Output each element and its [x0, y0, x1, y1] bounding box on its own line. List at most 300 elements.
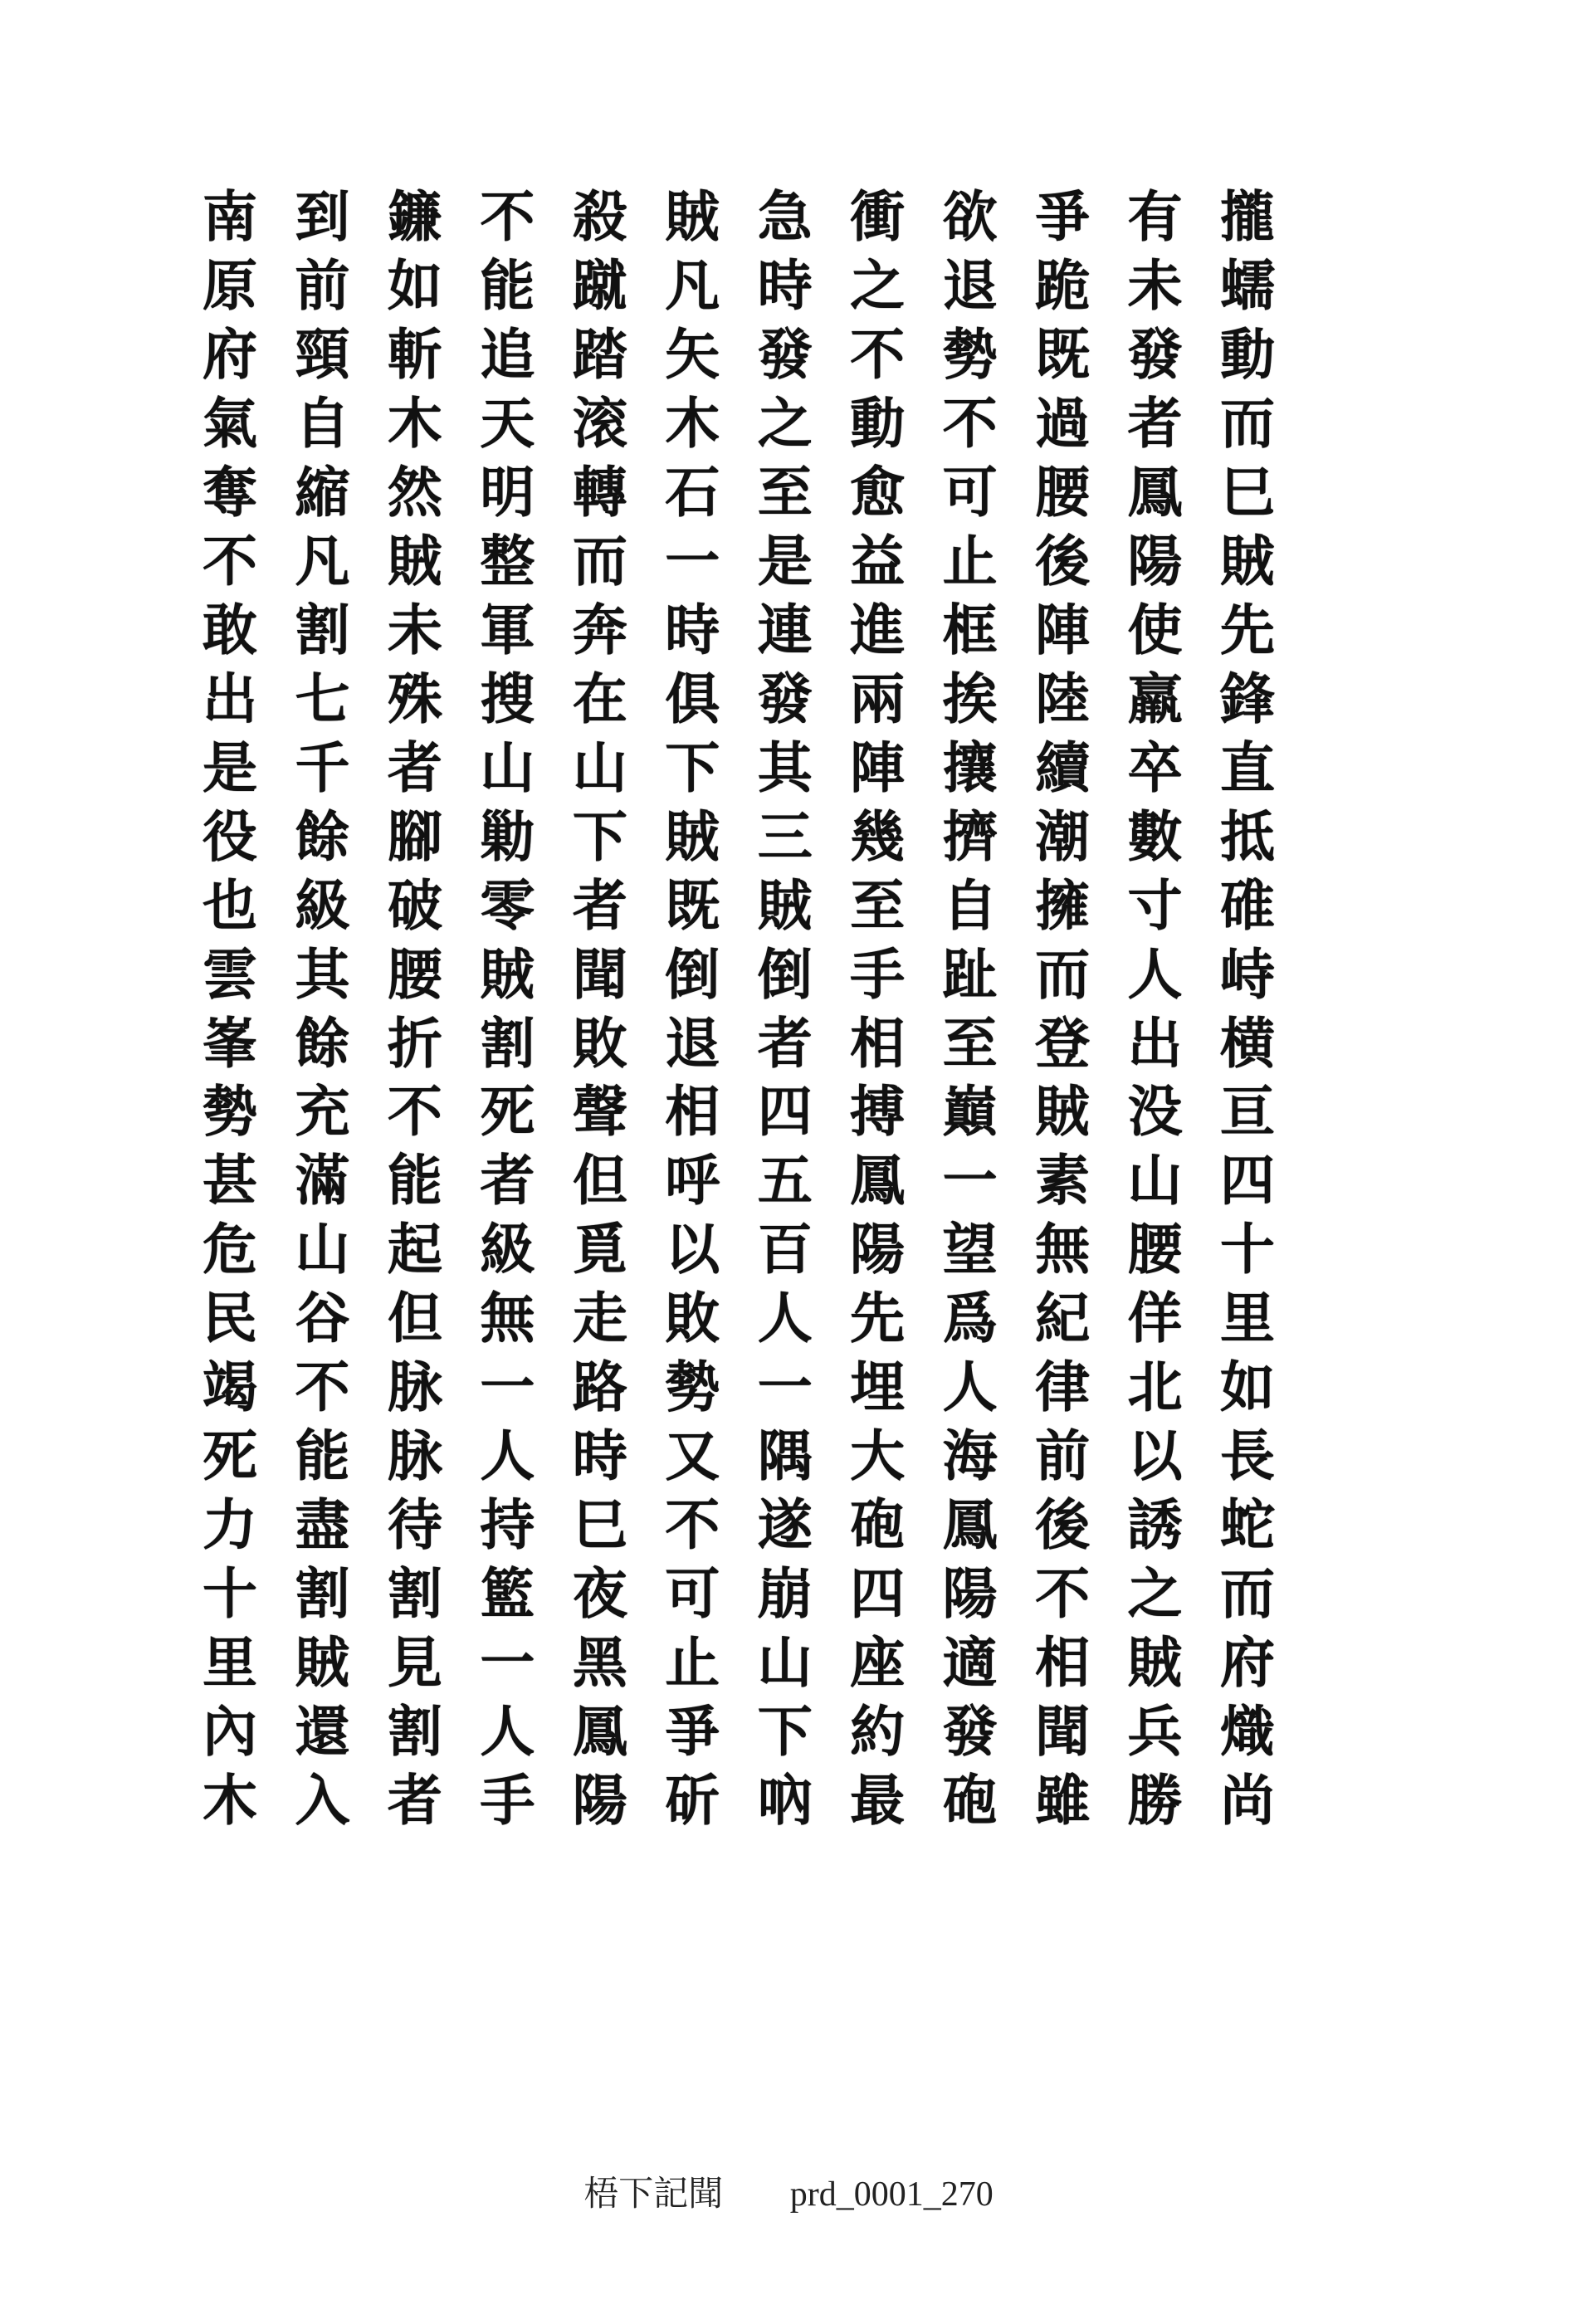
character: 腰	[1127, 1217, 1183, 1282]
character: 動	[1219, 322, 1275, 388]
character: 直	[1219, 735, 1275, 800]
character: 連	[757, 597, 813, 662]
character: 人	[757, 1286, 813, 1351]
character: 退	[665, 1010, 720, 1076]
character: 四	[757, 1079, 813, 1145]
character: 府	[1219, 1629, 1275, 1695]
text-column-5	[834, 183, 920, 1834]
character: 無	[1035, 1217, 1091, 1282]
character: 以	[665, 1217, 720, 1282]
character: 止	[665, 1629, 720, 1695]
character: 未	[1127, 253, 1183, 319]
character: 奪	[203, 460, 257, 525]
character: 七	[295, 666, 350, 731]
character: 至	[850, 872, 906, 938]
character: 者	[387, 1767, 442, 1833]
character: 陽	[1127, 529, 1183, 594]
character: 五	[757, 1148, 813, 1213]
text-column-7	[649, 183, 735, 1834]
text-column-4	[927, 183, 1013, 1834]
character: 充	[295, 1079, 350, 1145]
character: 待	[387, 1492, 442, 1557]
character: 還	[295, 1698, 350, 1764]
character: 能	[295, 1423, 350, 1489]
character: 下	[572, 803, 627, 869]
character: 蠕	[1219, 253, 1275, 319]
character: 攏	[1219, 184, 1275, 250]
character: 盡	[295, 1492, 350, 1557]
character: 如	[387, 253, 442, 319]
character: 陸	[1035, 666, 1091, 731]
character: 氣	[203, 391, 257, 456]
character: 碓	[1219, 872, 1275, 938]
character: 巳	[572, 1492, 627, 1557]
character: 數	[1127, 803, 1183, 869]
character: 趾	[942, 941, 998, 1007]
character: 而	[1035, 941, 1091, 1007]
character: 進	[850, 597, 906, 662]
character: 埋	[850, 1355, 906, 1420]
character: 崩	[757, 1560, 813, 1626]
book-title: 梧下記聞	[583, 2175, 724, 2214]
character: 鳳	[1127, 460, 1183, 525]
character: 尚	[1219, 1767, 1275, 1833]
text-column-12	[187, 183, 273, 1834]
character: 望	[942, 1217, 998, 1282]
character: 長	[1219, 1423, 1275, 1489]
character: 遂	[757, 1492, 813, 1557]
character: 割	[295, 1560, 350, 1626]
character: 峯	[203, 1010, 257, 1076]
character: 山	[757, 1629, 813, 1695]
character: 陣	[1035, 597, 1091, 662]
character: 人	[1127, 941, 1183, 1007]
character: 也	[203, 872, 257, 938]
character: 危	[203, 1217, 257, 1282]
character: 割	[295, 597, 350, 662]
character: 時	[757, 253, 813, 319]
character: 後	[1035, 1492, 1091, 1557]
character: 最	[850, 1767, 906, 1833]
character: 籃	[480, 1560, 535, 1626]
character: 石	[665, 460, 720, 525]
character: 是	[203, 735, 257, 800]
character: 者	[572, 872, 627, 938]
character: 止	[942, 529, 998, 594]
character: 腰	[387, 941, 442, 1007]
character: 縮	[295, 460, 350, 525]
page-identifier: prd_0001_270	[789, 2175, 994, 2214]
character: 凡	[295, 529, 350, 594]
character: 退	[942, 253, 998, 319]
character: 勢	[203, 1079, 257, 1145]
character: 一	[480, 1355, 535, 1420]
character: 勢	[665, 1355, 720, 1420]
character: 有	[1127, 184, 1183, 250]
character: 不	[480, 184, 535, 250]
character: 餘	[295, 803, 350, 869]
character: 折	[387, 1010, 442, 1076]
character: 聲	[572, 1079, 627, 1145]
character: 擠	[942, 803, 998, 869]
character: 割	[387, 1698, 442, 1764]
character: 擁	[1035, 872, 1091, 938]
text-column-10	[372, 183, 458, 1834]
character: 前	[295, 253, 350, 319]
character: 熾	[1219, 1698, 1275, 1764]
character: 南	[203, 184, 257, 250]
character: 相	[665, 1079, 720, 1145]
character: 者	[757, 1010, 813, 1076]
character: 誘	[1127, 1492, 1183, 1557]
character: 甚	[203, 1148, 257, 1213]
character: 人	[942, 1355, 998, 1420]
character: 抵	[1219, 803, 1275, 869]
character: 聞	[1035, 1698, 1091, 1764]
character: 見	[387, 1629, 442, 1695]
text-column-6	[742, 183, 828, 1834]
character: 四	[850, 1560, 906, 1626]
character: 可	[942, 460, 998, 525]
character: 手	[850, 941, 906, 1007]
character: 凡	[665, 253, 720, 319]
character: 律	[1035, 1355, 1091, 1420]
character: 腳	[387, 803, 442, 869]
character: 奔	[572, 597, 627, 662]
character: 先	[1219, 597, 1275, 662]
character: 谷	[295, 1286, 350, 1351]
character: 斫	[665, 1767, 720, 1833]
character: 勝	[1127, 1767, 1183, 1833]
character: 而	[1219, 1560, 1275, 1626]
character: 羸	[1127, 666, 1183, 731]
character: 斬	[387, 322, 442, 388]
character: 者	[387, 735, 442, 800]
character: 敗	[572, 1010, 627, 1076]
character: 山	[572, 735, 627, 800]
character: 潮	[1035, 803, 1091, 869]
character: 到	[295, 184, 350, 250]
character: 不	[665, 1492, 720, 1557]
character: 一	[757, 1355, 813, 1420]
character: 級	[480, 1217, 535, 1282]
character: 其	[295, 941, 350, 1007]
character: 割	[480, 1010, 535, 1076]
character: 一	[480, 1629, 535, 1695]
character: 千	[295, 735, 350, 800]
character: 聞	[572, 941, 627, 1007]
character: 蛇	[1219, 1492, 1275, 1557]
character: 陽	[850, 1217, 906, 1282]
character: 賊	[1219, 529, 1275, 594]
character: 愈	[850, 460, 906, 525]
character: 脉	[387, 1355, 442, 1420]
character: 零	[480, 872, 535, 938]
character: 卒	[1127, 735, 1183, 800]
character: 陽	[942, 1560, 998, 1626]
character: 三	[757, 803, 813, 869]
character: 人	[480, 1698, 535, 1764]
character: 然	[387, 460, 442, 525]
character: 山	[480, 735, 535, 800]
character: 砲	[942, 1767, 998, 1833]
character: 先	[850, 1286, 906, 1351]
character: 勦	[480, 803, 535, 869]
character: 追	[480, 322, 535, 388]
character: 踏	[572, 322, 627, 388]
character: 至	[942, 1010, 998, 1076]
character: 動	[850, 391, 906, 456]
text-column-1	[1204, 183, 1291, 1834]
character: 約	[850, 1698, 906, 1764]
character: 之	[757, 391, 813, 456]
character: 百	[757, 1217, 813, 1282]
character: 鋒	[1219, 666, 1275, 731]
character: 軍	[480, 597, 535, 662]
character: 不	[295, 1355, 350, 1420]
character: 之	[850, 253, 906, 319]
character: 在	[572, 666, 627, 731]
character: 座	[850, 1629, 906, 1695]
character: 一	[665, 529, 720, 594]
character: 欲	[942, 184, 998, 250]
character: 腰	[1035, 460, 1091, 525]
character: 可	[665, 1560, 720, 1626]
character: 原	[203, 253, 257, 319]
character: 木	[387, 391, 442, 456]
character: 能	[480, 253, 535, 319]
character: 竭	[203, 1355, 257, 1420]
character: 其	[757, 735, 813, 800]
character: 既	[665, 872, 720, 938]
character: 不	[1035, 1560, 1091, 1626]
character: 力	[203, 1492, 257, 1557]
character: 未	[387, 597, 442, 662]
character: 前	[1035, 1423, 1091, 1489]
character: 亘	[1219, 1079, 1275, 1145]
character: 爭	[665, 1698, 720, 1764]
character: 死	[480, 1079, 535, 1145]
character: 路	[572, 1355, 627, 1420]
text-column-8	[557, 183, 643, 1834]
character: 相	[1035, 1629, 1091, 1695]
character: 呼	[665, 1148, 720, 1213]
character: 出	[203, 666, 257, 731]
character: 內	[203, 1698, 257, 1764]
character: 敗	[665, 1286, 720, 1351]
character: 使	[1127, 597, 1183, 662]
character: 寸	[1127, 872, 1183, 938]
character: 賊	[387, 529, 442, 594]
character: 海	[942, 1423, 998, 1489]
character: 發	[757, 322, 813, 388]
character: 不	[387, 1079, 442, 1145]
character: 十	[203, 1560, 257, 1626]
character: 巔	[942, 1079, 998, 1145]
character: 搏	[850, 1079, 906, 1145]
character: 倒	[757, 941, 813, 1007]
character: 府	[203, 322, 257, 388]
character: 賊	[665, 184, 720, 250]
character: 割	[387, 1560, 442, 1626]
character: 續	[1035, 735, 1091, 800]
character: 北	[1127, 1355, 1183, 1420]
character: 巳	[1219, 460, 1275, 525]
character: 賊	[295, 1629, 350, 1695]
character: 殊	[387, 666, 442, 731]
character: 手	[480, 1767, 535, 1833]
character: 俱	[665, 666, 720, 731]
character: 跪	[1035, 253, 1091, 319]
character: 里	[203, 1629, 257, 1695]
character: 時	[572, 1423, 627, 1489]
character: 持	[480, 1492, 535, 1557]
character: 挨	[942, 666, 998, 731]
character: 賊	[1035, 1079, 1091, 1145]
character: 陽	[572, 1767, 627, 1833]
character: 發	[942, 1698, 998, 1764]
character: 走	[572, 1286, 627, 1351]
character: 鳳	[850, 1148, 906, 1213]
character: 爭	[1035, 184, 1091, 250]
character: 起	[387, 1217, 442, 1282]
character: 衝	[850, 184, 906, 250]
character: 賊	[1127, 1629, 1183, 1695]
character: 滚	[572, 391, 627, 456]
character: 而	[1219, 391, 1275, 456]
page-footer	[0, 2166, 1577, 2216]
character: 兩	[850, 666, 906, 731]
character: 勢	[942, 322, 998, 388]
character: 佯	[1127, 1286, 1183, 1351]
character: 民	[203, 1286, 257, 1351]
character: 破	[387, 872, 442, 938]
character: 兵	[1127, 1698, 1183, 1764]
character: 整	[480, 529, 535, 594]
character: 而	[572, 529, 627, 594]
character: 是	[757, 529, 813, 594]
character: 素	[1035, 1148, 1091, 1213]
character: 十	[1219, 1217, 1275, 1282]
character: 不	[942, 391, 998, 456]
character: 急	[757, 184, 813, 250]
character: 框	[942, 597, 998, 662]
character: 攘	[942, 735, 998, 800]
character: 適	[942, 1629, 998, 1695]
character: 頸	[295, 322, 350, 388]
character: 黑	[572, 1629, 627, 1695]
character: 級	[295, 872, 350, 938]
character: 鐮	[387, 184, 442, 250]
character: 下	[757, 1698, 813, 1764]
character: 夜	[572, 1560, 627, 1626]
character: 者	[1127, 391, 1183, 456]
character: 殺	[572, 184, 627, 250]
character: 如	[1219, 1355, 1275, 1420]
text-column-9	[464, 183, 550, 1834]
character: 不	[203, 529, 257, 594]
text-column-3	[1019, 183, 1106, 1834]
character: 山	[1127, 1148, 1183, 1213]
character: 鳳	[572, 1698, 627, 1764]
character: 後	[1035, 529, 1091, 594]
character: 木	[665, 391, 720, 456]
character: 餘	[295, 1010, 350, 1076]
character: 以	[1127, 1423, 1183, 1489]
character: 役	[203, 803, 257, 869]
character: 時	[665, 597, 720, 662]
character: 既	[1035, 322, 1091, 388]
character: 山	[295, 1217, 350, 1282]
character: 不	[850, 322, 906, 388]
character: 下	[665, 735, 720, 800]
character: 里	[1219, 1286, 1275, 1351]
character: 相	[850, 1010, 906, 1076]
character: 過	[1035, 391, 1091, 456]
character: 雖	[1035, 1767, 1091, 1833]
character: 爲	[942, 1286, 998, 1351]
character: 木	[203, 1767, 257, 1833]
character: 滿	[295, 1148, 350, 1213]
character: 人	[480, 1423, 535, 1489]
character: 之	[1127, 1560, 1183, 1626]
character: 明	[480, 460, 535, 525]
character: 矢	[665, 322, 720, 388]
character: 能	[387, 1148, 442, 1213]
character: 死	[203, 1423, 257, 1489]
vertical-text-block	[187, 183, 1291, 1834]
character: 又	[665, 1423, 720, 1489]
character: 雲	[203, 941, 257, 1007]
character: 登	[1035, 1010, 1091, 1076]
character: 自	[942, 872, 998, 938]
character: 鳳	[942, 1492, 998, 1557]
character: 紀	[1035, 1286, 1091, 1351]
text-column-11	[279, 183, 365, 1834]
character: 賊	[757, 872, 813, 938]
character: 自	[295, 391, 350, 456]
character: 吶	[757, 1767, 813, 1833]
character: 益	[850, 529, 906, 594]
character: 四	[1219, 1148, 1275, 1213]
character: 發	[1127, 322, 1183, 388]
text-column-2	[1112, 183, 1199, 1834]
character: 至	[757, 460, 813, 525]
character: 敢	[203, 597, 257, 662]
character: 没	[1127, 1079, 1183, 1145]
character: 幾	[850, 803, 906, 869]
character: 入	[295, 1767, 350, 1833]
character: 轉	[572, 460, 627, 525]
character: 但	[572, 1148, 627, 1213]
character: 横	[1219, 1010, 1275, 1076]
character: 賊	[665, 803, 720, 869]
character: 發	[757, 666, 813, 731]
character: 天	[480, 391, 535, 456]
character: 無	[480, 1286, 535, 1351]
character: 者	[480, 1148, 535, 1213]
character: 搜	[480, 666, 535, 731]
character: 峙	[1219, 941, 1275, 1007]
character: 賊	[480, 941, 535, 1007]
character: 覓	[572, 1217, 627, 1282]
character: 脉	[387, 1423, 442, 1489]
character: 但	[387, 1286, 442, 1351]
character: 出	[1127, 1010, 1183, 1076]
character: 一	[942, 1148, 998, 1213]
character: 蹴	[572, 253, 627, 319]
character: 大	[850, 1423, 906, 1489]
